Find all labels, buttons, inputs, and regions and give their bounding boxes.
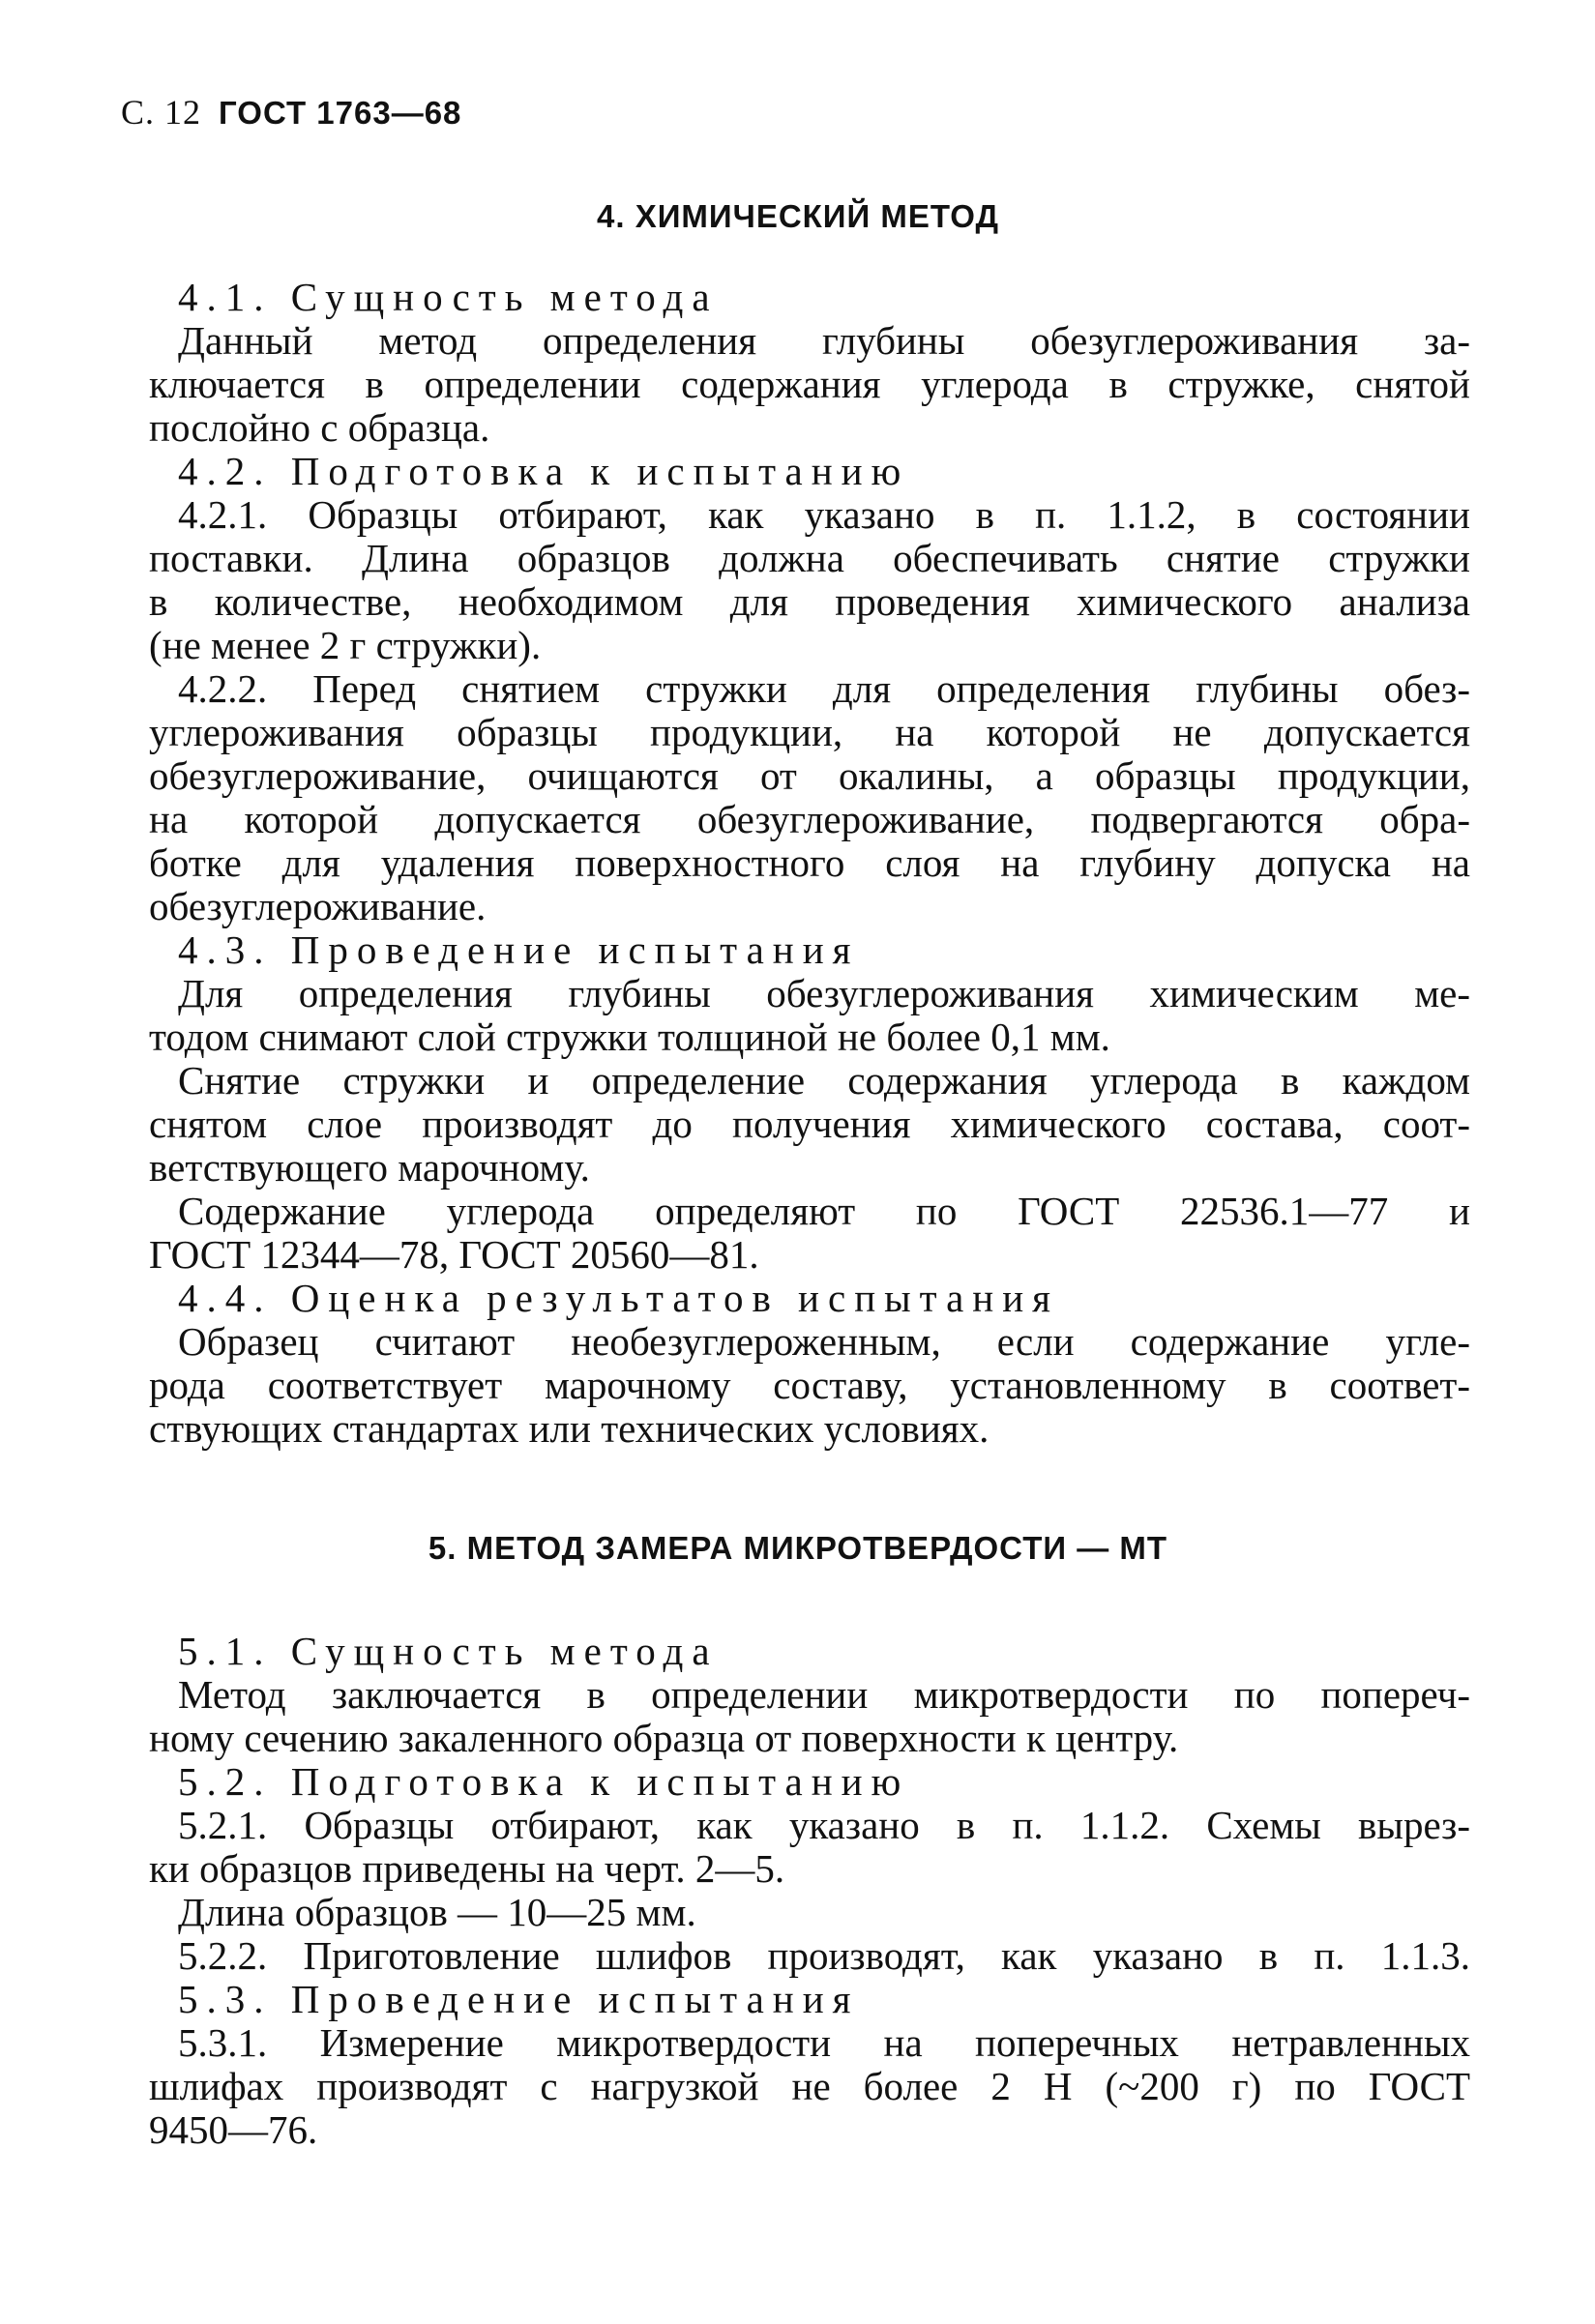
paragraph-line: 9450—76. bbox=[149, 2107, 318, 2152]
paragraph-line: 5.2.1. Образцы отбирают, как указано в п. 1.1.2. Схемы вырез- bbox=[178, 1804, 1470, 1847]
subsection-heading: 5.2. Подготовка к испытанию bbox=[178, 1759, 910, 1804]
paragraph-line: ключается в определении содержания углерода в стружке, снятой bbox=[149, 363, 1470, 406]
section-4-title: 4. ХИМИЧЕСКИЙ МЕТОД bbox=[597, 198, 999, 234]
paragraph-line: 5.3.1. Измерение микротвердости на поперечных нетравленных bbox=[178, 2021, 1470, 2065]
paragraph-line: 4.2.1. Образцы отбирают, как указано в п. 1.1.2, в состоянии bbox=[178, 493, 1470, 537]
paragraph-line: 5.2.2. Приготовление шлифов производят, как указано в п. 1.1.3. bbox=[178, 1934, 1470, 1978]
section-4-body bbox=[149, 275, 1470, 1451]
paragraph-line: поставки. Длина образцов должна обеспечивать снятие стружки bbox=[149, 537, 1470, 580]
subsection-heading: 4.2. Подготовка к испытанию bbox=[178, 449, 910, 493]
paragraph-line: ки образцов приведены на черт. 2—5. bbox=[149, 1846, 785, 1891]
section-5-body bbox=[149, 1629, 1470, 2152]
paragraph-line: обезуглероживание, очищаются от окалины, а образцы продукции, bbox=[149, 754, 1470, 798]
section-5-title: 5. МЕТОД ЗАМЕРА МИКРОТВЕРДОСТИ — МТ bbox=[428, 1530, 1168, 1566]
paragraph-line: Содержание углерода определяют по ГОСТ 22536.1—77 и bbox=[178, 1190, 1470, 1233]
paragraph-line: рода соответствует марочному составу, установленному в соответ- bbox=[149, 1364, 1470, 1407]
subsection-heading: 5.3. Проведение испытания bbox=[178, 1977, 860, 2021]
subsection-heading: 4.1. Сущность метода bbox=[178, 275, 719, 319]
paragraph-line: Данный метод определения глубины обезуглероживания за- bbox=[178, 319, 1470, 363]
paragraph-line: Снятие стружки и определение содержания углерода в каждом bbox=[178, 1059, 1470, 1103]
paragraph-line: Метод заключается в определении микротвердости по попереч- bbox=[178, 1673, 1470, 1717]
paragraph-line: шлифах производят с нагрузкой не более 2 Н (~200 г) по ГОСТ bbox=[149, 2065, 1470, 2108]
paragraph-line: снятом слое производят до получения химического состава, соот- bbox=[149, 1103, 1470, 1146]
subsection-heading: 5.1. Сущность метода bbox=[178, 1629, 719, 1673]
standard-number: ГОСТ 1763—68 bbox=[219, 95, 462, 131]
paragraph-line: ному сечению закаленного образца от поверхности к центру. bbox=[149, 1716, 1179, 1760]
paragraph-line: в количестве, необходимом для проведения химического анализа bbox=[149, 580, 1470, 624]
page-number: С. 12 bbox=[121, 93, 202, 132]
subsection-heading: 4.4. Оценка результатов испытания bbox=[178, 1276, 1060, 1320]
page-header bbox=[121, 92, 461, 132]
paragraph-line: Образец считают необезуглероженным, если содержание угле- bbox=[178, 1320, 1470, 1364]
paragraph-line: ствующих стандартах или технических условиях. bbox=[149, 1406, 989, 1451]
paragraph-line: ботке для удаления поверхностного слоя на глубину допуска на bbox=[149, 841, 1470, 885]
paragraph-line: углероживания образцы продукции, на которой не допускается bbox=[149, 711, 1470, 754]
paragraph-line: ветствующего марочному. bbox=[149, 1145, 590, 1190]
paragraph-line: (не менее 2 г стружки). bbox=[149, 623, 542, 667]
paragraph-line: 4.2.2. Перед снятием стружки для определения глубины обез- bbox=[178, 667, 1470, 711]
subsection-heading: 4.3. Проведение испытания bbox=[178, 927, 860, 972]
paragraph-line: обезуглероживание. bbox=[149, 884, 487, 928]
paragraph-line: послойно с образца. bbox=[149, 405, 490, 450]
paragraph-line: Для определения глубины обезуглероживания химическим ме- bbox=[178, 972, 1470, 1015]
paragraph-line: на которой допускается обезуглероживание, подвергаются обра- bbox=[149, 798, 1470, 841]
paragraph-line: Длина образцов — 10—25 мм. bbox=[178, 1890, 696, 1934]
paragraph-line: тодом снимают слой стружки толщиной не более 0,1 мм. bbox=[149, 1015, 1110, 1059]
paragraph-line: ГОСТ 12344—78, ГОСТ 20560—81. bbox=[149, 1232, 759, 1277]
